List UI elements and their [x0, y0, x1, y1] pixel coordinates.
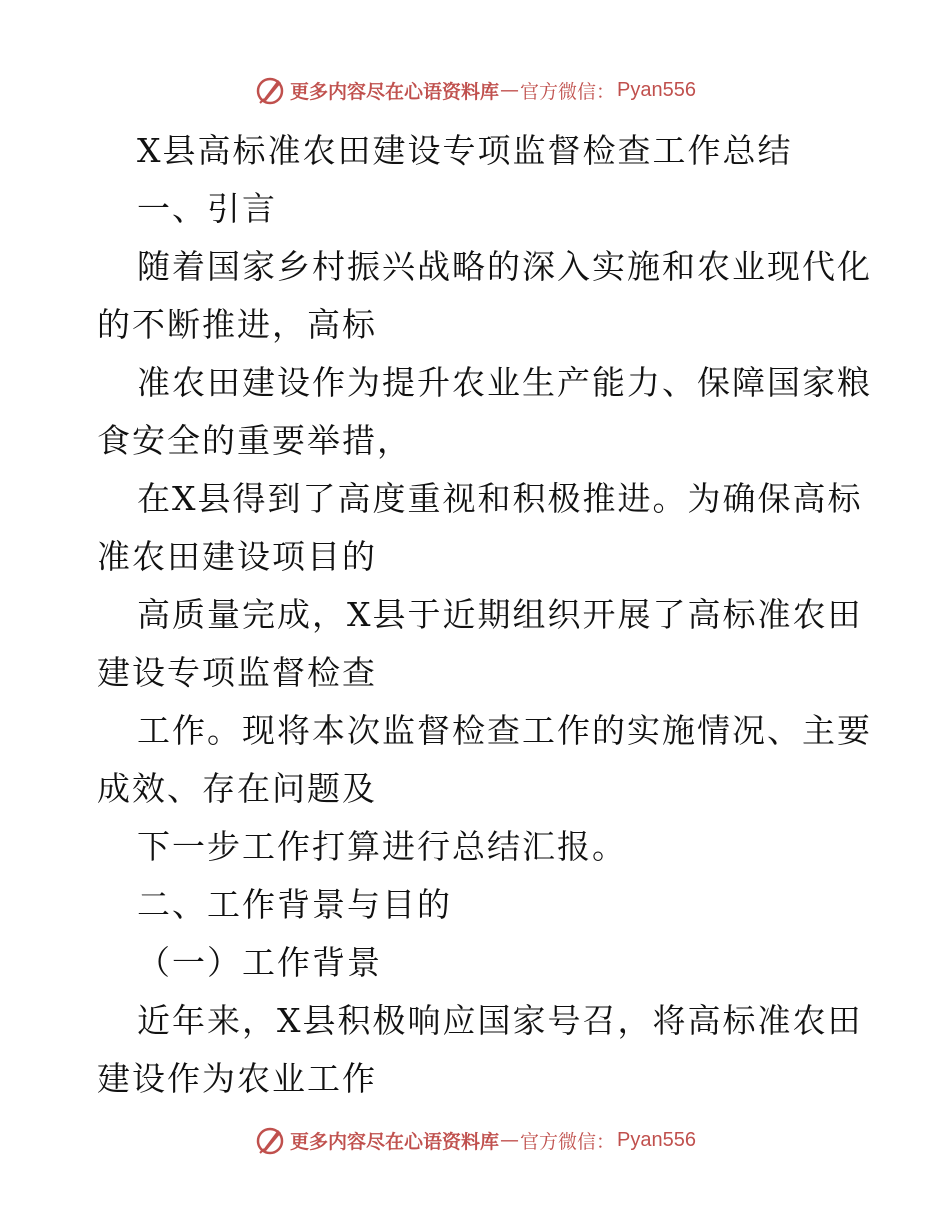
document-line: 食安全的重要举措，: [97, 421, 412, 460]
footer-watermark: [0, 1120, 950, 1160]
watermark-dash: —: [500, 1129, 520, 1151]
document-line: 下一步工作打算进行总结汇报。: [137, 827, 627, 866]
document-line: （一）工作背景: [137, 943, 382, 982]
document-line: 成效、存在问题及: [97, 769, 377, 808]
header-watermark: [0, 70, 950, 110]
watermark-sub: 官方微信：: [520, 80, 616, 103]
document-lines: [97, 180, 872, 1108]
document-title: X县高标准农田建设专项监督检查工作总结: [137, 131, 793, 170]
document-line: 建设专项监督检查: [97, 653, 377, 692]
document-line: 二、工作背景与目的: [137, 885, 452, 924]
document-line: 建设作为农业工作: [97, 1059, 377, 1098]
document-line: 近年来，X县积极响应国家号召，将高标准农田: [137, 1001, 863, 1040]
document-line: 随着国家乡村振兴战略的深入实施和农业现代化: [137, 247, 872, 286]
document-line: 一、引言: [137, 189, 277, 228]
watermark-brand: 更多内容尽在心语资料库: [290, 80, 500, 103]
watermark-brand: 更多内容尽在心语资料库: [290, 1130, 500, 1153]
watermark-id: Pyan556: [617, 78, 696, 101]
watermark-dash: —: [500, 79, 520, 101]
feather-pen-logo-icon: [254, 1124, 286, 1156]
document-line: 准农田建设项目的: [97, 537, 377, 576]
document-line: 工作。现将本次监督检查工作的实施情况、主要: [137, 711, 872, 750]
document-line: 在X县得到了高度重视和积极推进。为确保高标: [137, 479, 863, 518]
document-line: 高质量完成，X县于近期组织开展了高标准农田: [137, 595, 863, 634]
document-line: 的不断推进，高标: [97, 305, 377, 344]
document-line: 准农田建设作为提升农业生产能力、保障国家粮: [137, 363, 872, 402]
document-body: [97, 122, 872, 1108]
feather-pen-logo-icon: [254, 74, 286, 106]
watermark-id: Pyan556: [617, 1128, 696, 1151]
watermark-sub: 官方微信：: [520, 1130, 616, 1153]
